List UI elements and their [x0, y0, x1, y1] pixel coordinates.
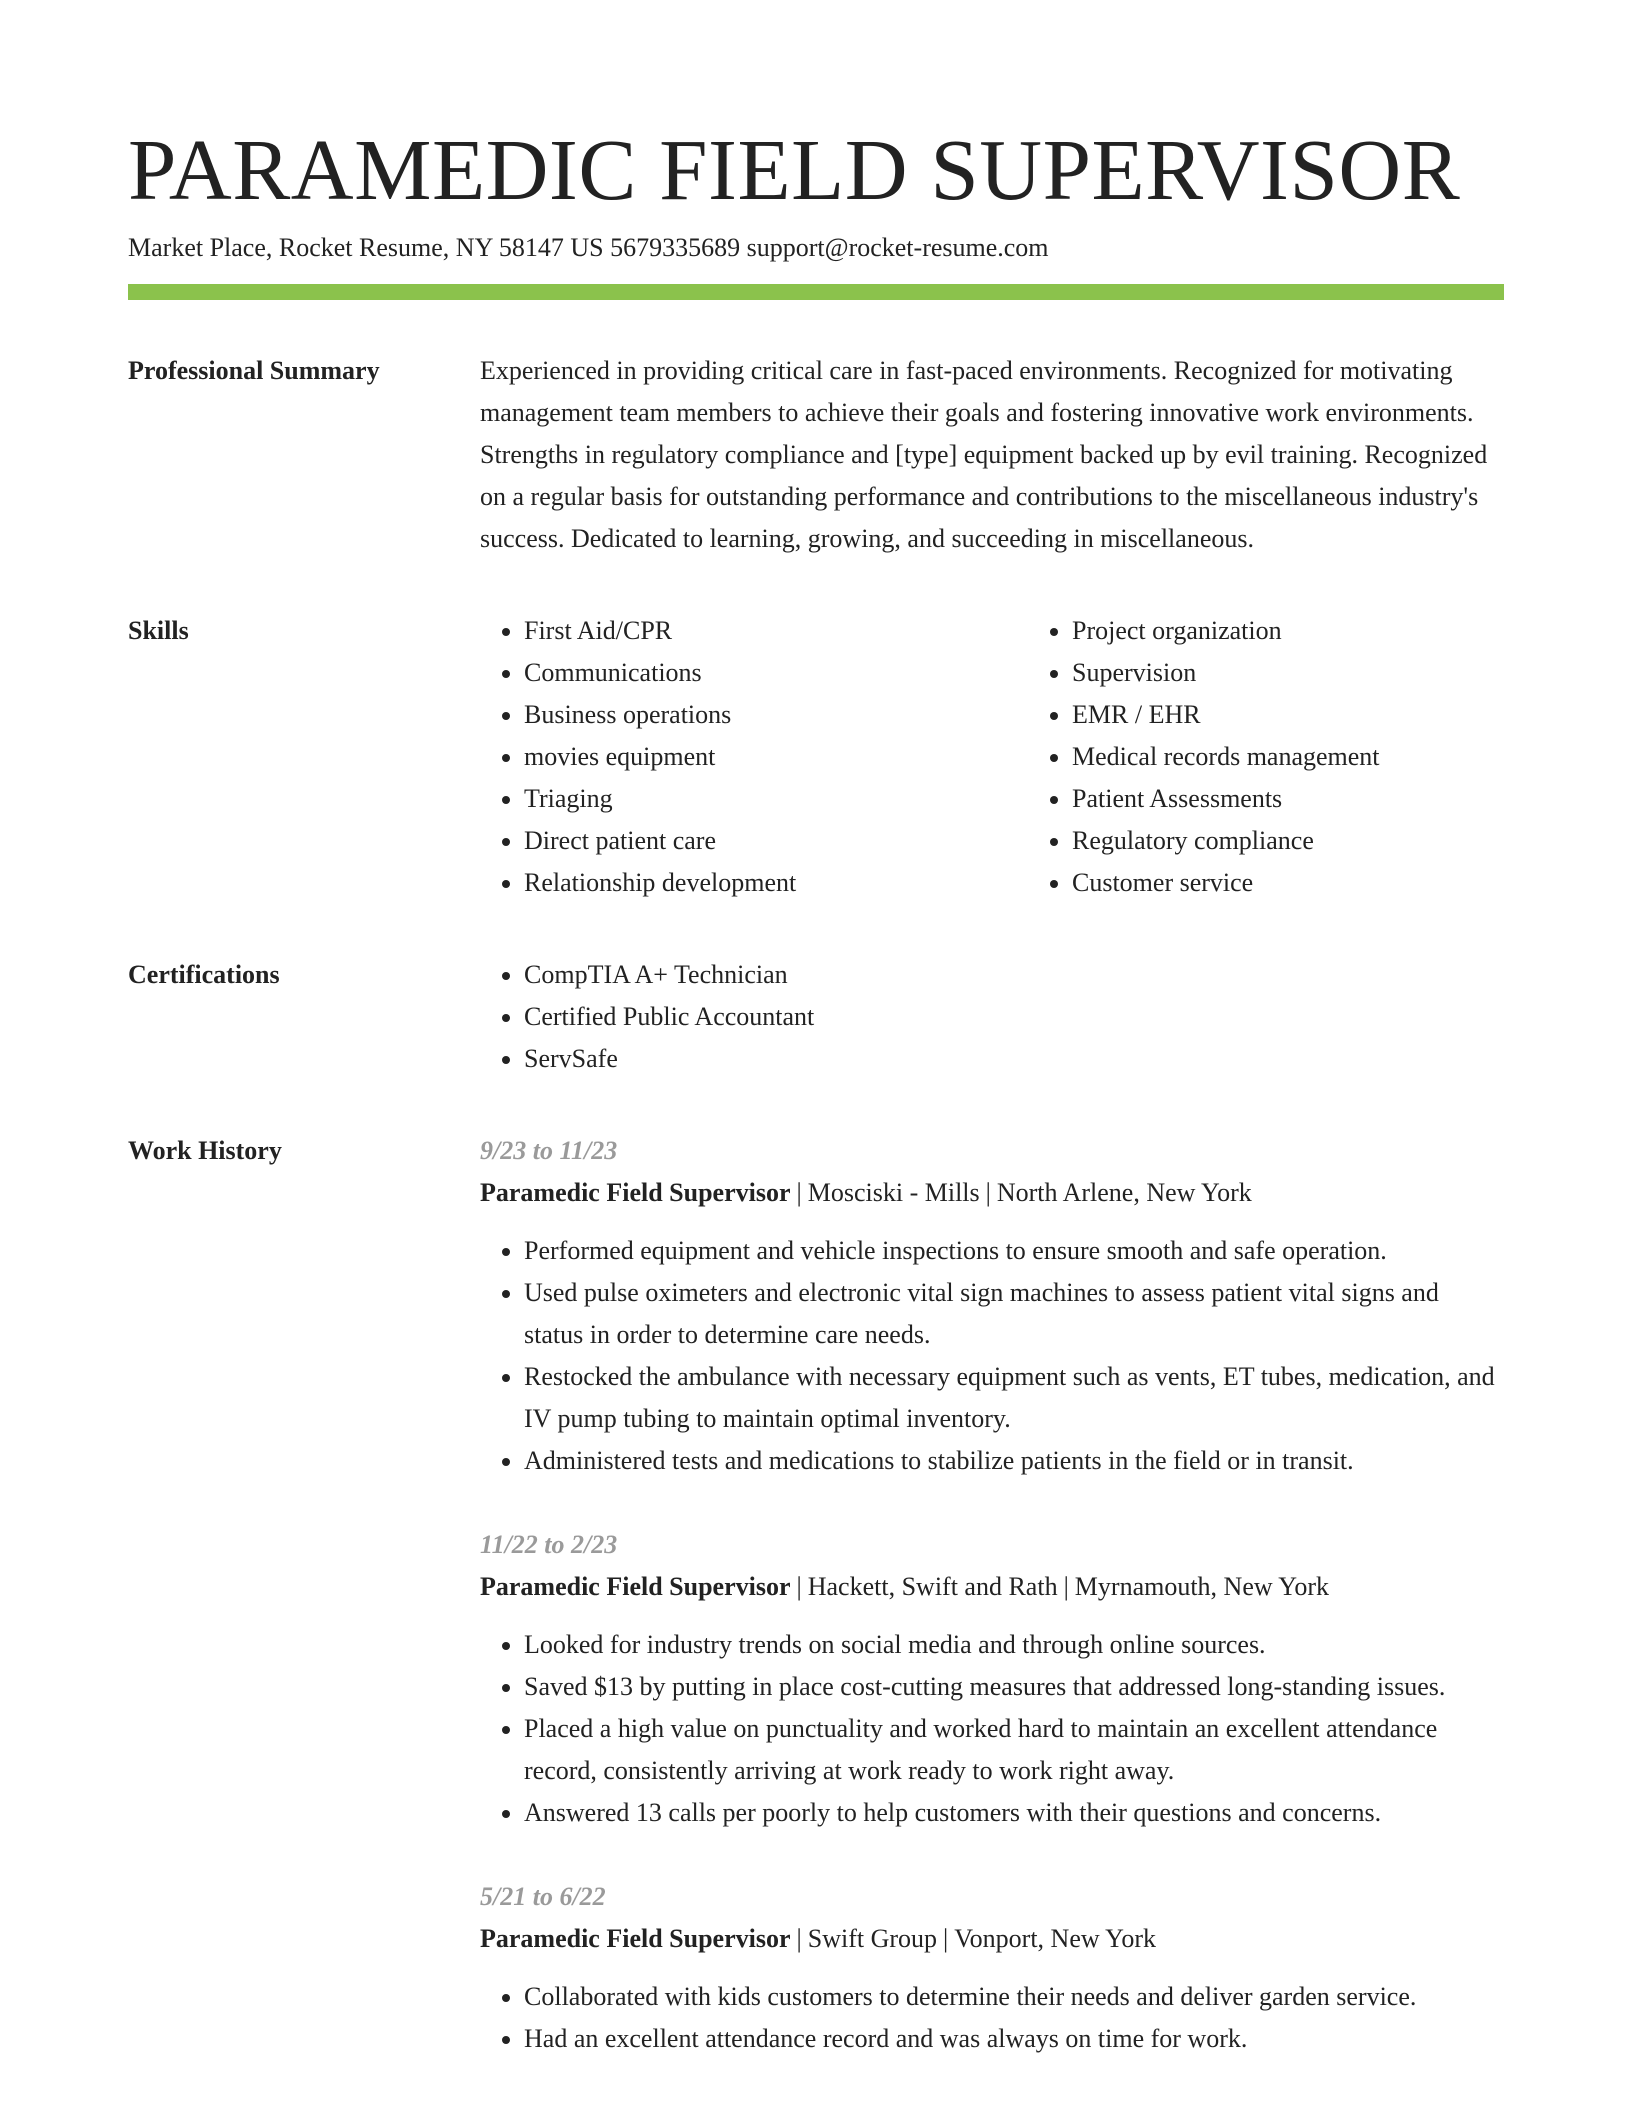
- section-title-certifications: Certifications: [128, 960, 280, 989]
- separator: |: [796, 1924, 802, 1953]
- summary-text: Experienced in providing critical care in fast-paced environments. Recognized for motivating management team members to achieve their goals and fostering innovative work environments. Strengths in regulatory compliance and [type] equipment backed up by evil training. Recognized on a regular basis for outstanding performance and contributions to the miscellaneous industry's success. Dedicated to learning, growing, and succeeding in miscellaneous.: [480, 356, 1488, 553]
- skill-item: • Project organization: [1072, 610, 1576, 652]
- job-bullets: [480, 1624, 1504, 1834]
- job-dates: 11/22 to 2/23: [480, 1530, 618, 1559]
- job-dates: 5/21 to 6/22: [480, 1882, 606, 1911]
- job-bullet: • Used pulse oximeters and electronic vital sign machines to assess patient vital signs and status in order to determine care needs.: [524, 1272, 1504, 1356]
- certification-item: • ServSafe: [524, 1038, 1504, 1080]
- skill-item: • EMR / EHR: [1072, 694, 1576, 736]
- skill-item: • Business operations: [524, 694, 1028, 736]
- skill-item: • Patient Assessments: [1072, 778, 1576, 820]
- job-company: Hackett, Swift and Rath: [807, 1572, 1058, 1601]
- job-entry: [480, 1876, 1504, 2060]
- job-company: Mosciski - Mills: [807, 1178, 980, 1207]
- job-location: North Arlene, New York: [996, 1178, 1252, 1207]
- candidate-name: PARAMEDIC FIELD SUPERVISOR: [128, 121, 1461, 218]
- job-title: Paramedic Field Supervisor: [480, 1924, 791, 1953]
- job-bullets: [480, 1230, 1504, 1482]
- job-title: Paramedic Field Supervisor: [480, 1572, 791, 1601]
- separator: |: [943, 1924, 949, 1953]
- work-history-section: [128, 1130, 1504, 2102]
- separator: |: [796, 1178, 802, 1207]
- separator: |: [796, 1572, 802, 1601]
- separator: |: [1063, 1572, 1069, 1601]
- job-header: [480, 1566, 1504, 1608]
- section-title-skills: Skills: [128, 616, 189, 645]
- job-dates: 9/23 to 11/23: [480, 1136, 618, 1165]
- skill-item: • Medical records management: [1072, 736, 1576, 778]
- skill-item: • Communications: [524, 652, 1028, 694]
- job-header: [480, 1172, 1504, 1214]
- job-bullet: • Performed equipment and vehicle inspections to ensure smooth and safe operation.: [524, 1230, 1504, 1272]
- skill-item: • Relationship development: [524, 862, 1028, 904]
- resume-page: [128, 120, 1504, 2102]
- job-bullet: • Answered 13 calls per poorly to help customers with their questions and concerns.: [524, 1792, 1504, 1834]
- section-title-summary: Professional Summary: [128, 356, 380, 385]
- job-bullet: • Looked for industry trends on social media and through online sources.: [524, 1624, 1504, 1666]
- skill-item: • Supervision: [1072, 652, 1576, 694]
- contact-phone: 5679335689: [610, 233, 741, 262]
- job-location: Myrnamouth, New York: [1074, 1572, 1330, 1601]
- skill-item: • Regulatory compliance: [1072, 820, 1576, 862]
- certifications-section: [128, 954, 1504, 1080]
- job-bullet: • Collaborated with kids customers to determine their needs and deliver garden service.: [524, 1976, 1504, 2018]
- header-divider: [128, 284, 1504, 300]
- contact-email[interactable]: support@rocket-resume.com: [746, 233, 1049, 262]
- skill-item: • Triaging: [524, 778, 1028, 820]
- job-bullet: • Had an excellent attendance record and was always on time for work.: [524, 2018, 1504, 2060]
- job-location: Vonport, New York: [954, 1924, 1157, 1953]
- skill-item: • Customer service: [1072, 862, 1576, 904]
- certification-item: • CompTIA A+ Technician: [524, 954, 1504, 996]
- job-entry: [480, 1130, 1504, 1482]
- job-header: [480, 1918, 1504, 1960]
- job-entry: [480, 1524, 1504, 1834]
- certifications-list: [480, 954, 1504, 1080]
- skills-list-col2: [1028, 610, 1576, 904]
- certification-item: • Certified Public Accountant: [524, 996, 1504, 1038]
- skills-section: [128, 610, 1504, 904]
- job-title: Paramedic Field Supervisor: [480, 1178, 791, 1207]
- skill-item: • Direct patient care: [524, 820, 1028, 862]
- job-bullets: [480, 1976, 1504, 2060]
- job-bullet: • Administered tests and medications to stabilize patients in the field or in transit.: [524, 1440, 1504, 1482]
- job-bullet: • Saved $13 by putting in place cost-cutting measures that addressed long-standing issues.: [524, 1666, 1504, 1708]
- contact-address: Market Place, Rocket Resume, NY 58147 US: [128, 233, 604, 262]
- skill-item: • First Aid/CPR: [524, 610, 1028, 652]
- job-bullet: • Placed a high value on punctuality and worked hard to maintain an excellent attendance record, consistently arriving at work ready to work right away.: [524, 1708, 1504, 1792]
- job-company: Swift Group: [807, 1924, 938, 1953]
- summary-section: [128, 350, 1504, 560]
- job-bullet: • Restocked the ambulance with necessary equipment such as vents, ET tubes, medication, and IV pump tubing to maintain optimal inventory.: [524, 1356, 1504, 1440]
- contact-line: [128, 230, 1504, 266]
- separator: |: [985, 1178, 991, 1207]
- section-title-work-history: Work History: [128, 1136, 282, 1165]
- skill-item: • movies equipment: [524, 736, 1028, 778]
- skills-list-col1: [480, 610, 1028, 904]
